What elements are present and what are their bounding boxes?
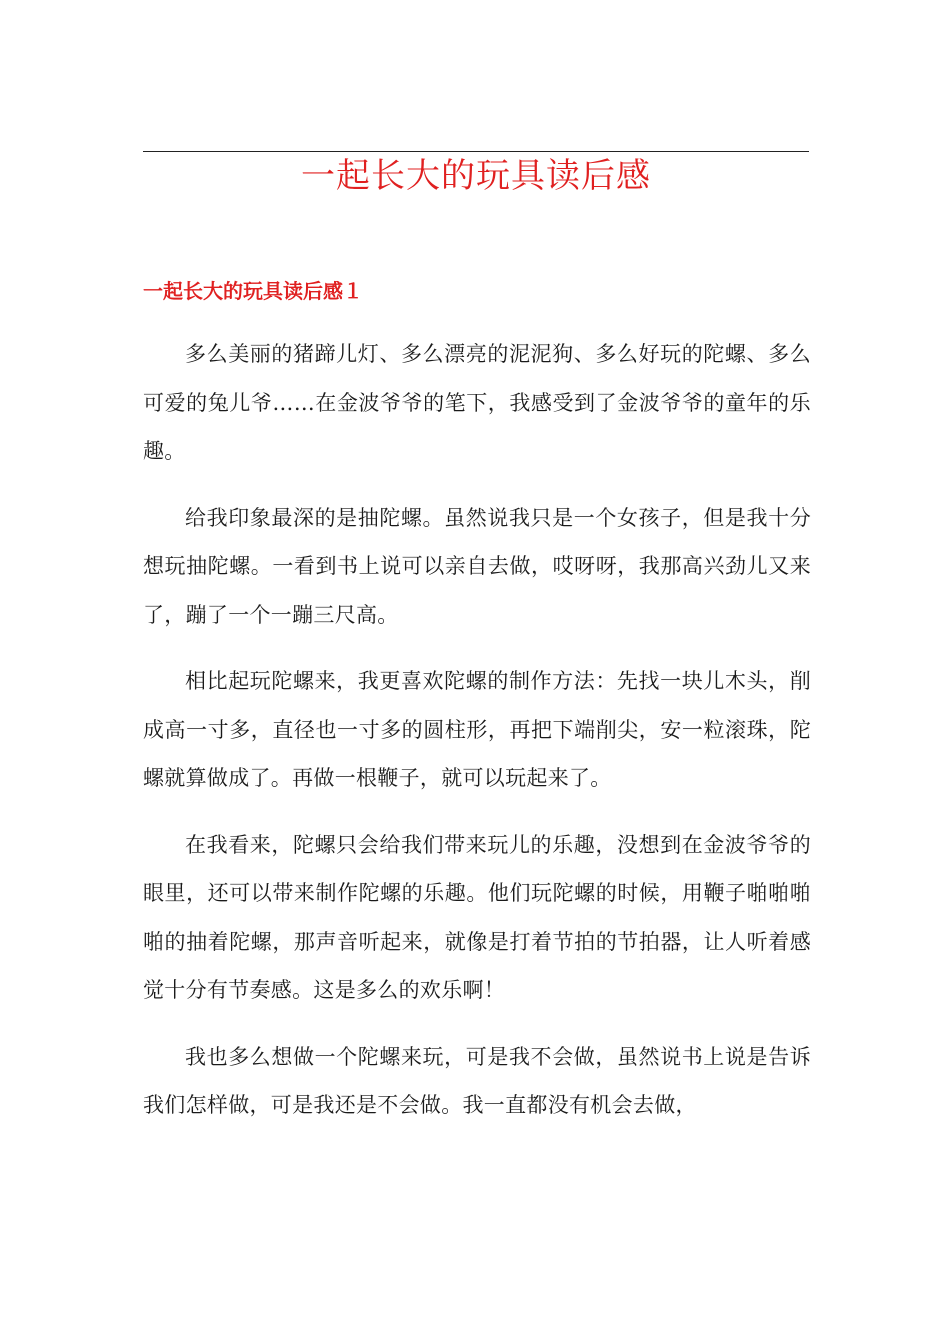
paragraph: 相比起玩陀螺来，我更喜欢陀螺的制作方法：先找一块儿木头，削成高一寸多，直径也一寸多的圆柱形，再把下端削尖，安一粒滚珠，陀螺就算做成了。再做一根鞭子，就可以玩起来了。 [143, 669, 811, 790]
paragraph: 我也多么想做一个陀螺来玩，可是我不会做，虽然说书上说是告诉我们怎样做，可是我还是不会做。我一直都没有机会去做， [143, 1044, 811, 1117]
section-heading: 一起长大的玩具读后感１ [143, 279, 363, 303]
paragraph: 多么美丽的猪蹄儿灯、多么漂亮的泥泥狗、多么好玩的陀螺、多么可爱的兔儿爷……在金波爷爷的笔下，我感受到了金波爷爷的童年的乐趣。 [143, 342, 811, 463]
document-body [143, 330, 811, 1148]
paragraph: 在我看来，陀螺只会给我们带来玩儿的乐趣，没想到在金波爷爷的眼里，还可以带来制作陀螺的乐趣。他们玩陀螺的时候，用鞭子啪啪啪啪的抽着陀螺，那声音听起来，就像是打着节拍的节拍器，让人听着感觉十分有节奏感。这是多么的欢乐啊！ [143, 832, 811, 1002]
paragraph: 给我印象最深的是抽陀螺。虽然说我只是一个女孩子，但是我十分想玩抽陀螺。一看到书上说可以亲自去做，哎呀呀，我那高兴劲儿又来了，蹦了一个一蹦三尺高。 [143, 505, 811, 627]
document-title: 一起长大的玩具读后感 [301, 156, 651, 196]
